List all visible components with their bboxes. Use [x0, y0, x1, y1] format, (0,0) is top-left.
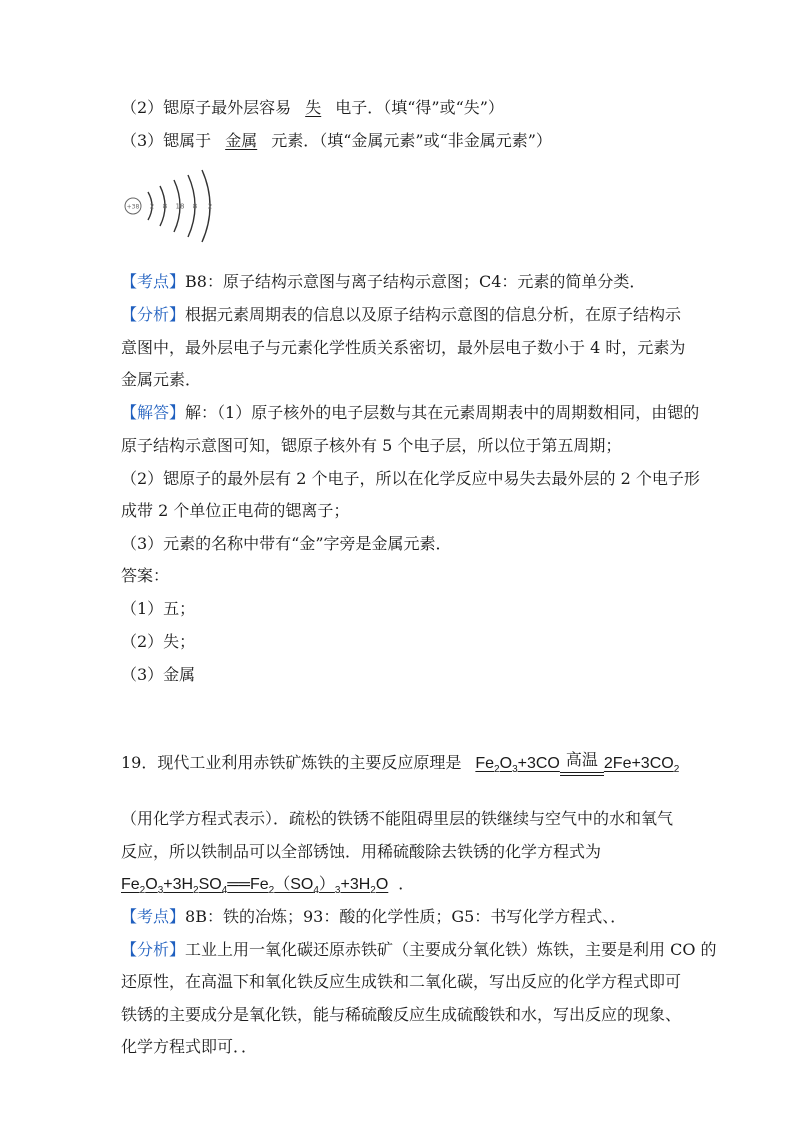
- shell-count-1: 2: [149, 202, 155, 211]
- q18-fenxi-1: [121, 305, 681, 325]
- q18-kaodian: [121, 272, 645, 292]
- shell-count-3: 18: [175, 202, 185, 211]
- q18-line-2-text: （2）锶原子最外层容易: [121, 98, 292, 117]
- kaodian-tag: 【考点】: [121, 272, 186, 291]
- q19-line-4: $Fe_2O_3+3H_2SO_4══Fe_2(SO_4)_3+3H_2O$ ．: [121, 874, 415, 897]
- q18-jieda-5: （3）元素的名称中带有“金”字旁是金属元素．: [121, 534, 452, 553]
- q18-blank-3: 金属: [225, 131, 258, 150]
- q19-line-3: 反应，所以铁制品可以全部锈蚀．用稀硫酸除去铁锈的化学方程式为: [121, 842, 602, 861]
- fenxi-tag: 【分析】: [121, 305, 186, 324]
- reaction-condition: 高温: [560, 754, 604, 774]
- q19-equation-2: $Fe_2O_3+3H_2SO_4══Fe_2(SO_4)_3+3H_2O$: [121, 876, 389, 897]
- q18-answer-label: 答案：: [121, 566, 170, 585]
- jieda-tag: 【解答】: [121, 403, 186, 422]
- fenxi-text-1: 根据元素周期表的信息以及原子结构示意图的信息分析，在原子结构示: [185, 305, 682, 324]
- q18-line-3-tail: 元素．（填“金属元素”或“非金属元素”）: [271, 131, 552, 150]
- shell-count-4: 8: [192, 202, 198, 211]
- q19-fenxi-3: 铁锈的主要成分是氧化铁，能与稀硫酸反应生成硫酸铁和水，写出反应的现象、: [121, 1005, 682, 1024]
- q19-line-1: [121, 753, 679, 780]
- q18-jieda-2: 原子结构示意图可知，锶原子核外有 5 个电子层，所以位于第五周期；: [121, 436, 622, 455]
- q18-line-3-text: （3）锶属于: [121, 131, 212, 150]
- q19-line-2: （用化学方程式表示）．疏松的铁锈不能阻碍里层的铁继续与空气中的水和氧气: [121, 809, 674, 828]
- q18-fenxi-2: 意图中，最外层电子与元素化学性质关系密切，最外层电子数小于 4 时，元素为: [121, 338, 686, 357]
- q18-blank-2: 失: [305, 98, 322, 117]
- q18-answer-3: （3）金属: [121, 665, 196, 684]
- kaodian-text: B8：原子结构示意图与离子结构示意图；C4：元素的简单分类．: [185, 272, 646, 291]
- q19-fenxi-4: 化学方程式即可．．: [121, 1037, 258, 1056]
- jieda-text-1: 解：（1）原子核外的电子层数与其在元素周期表中的周期数相同，由锶的: [185, 403, 700, 422]
- q19-kaodian: [121, 907, 626, 927]
- shell-count-2: 8: [162, 202, 168, 211]
- fenxi-tag: 【分析】: [121, 940, 186, 959]
- q18-line-2: [121, 98, 504, 118]
- q18-fenxi-3: 金属元素．: [121, 370, 202, 389]
- q19-fenxi-1: [121, 940, 717, 960]
- q18-line-2-tail: 电子．（填“得”或“失”）: [335, 98, 504, 117]
- q18-answer-1: （1）五；: [121, 599, 196, 618]
- q18-line-3: [121, 131, 552, 151]
- q18-jieda-3: （2）锶原子的最外层有 2 个电子，所以在化学反应中易失去最外层的 2 个电子形: [121, 469, 700, 488]
- q18-jieda-1: [121, 403, 699, 423]
- q19-equation-1: $Fe_2O_3+3CO$ 高温 $2Fe+3CO_2$: [475, 752, 680, 776]
- shell-count-5: 2: [207, 202, 213, 211]
- kaodian-text: 8B：铁的冶炼；93：酸的化学性质；G5：书写化学方程式、．: [185, 907, 627, 926]
- q19-fenxi-2: 还原性，在高温下和氧化铁反应生成铁和二氧化碳，写出反应的化学方程式即可: [121, 972, 682, 991]
- q19-question-text: 19．现代工业利用赤铁矿炼铁的主要反应原理是: [121, 753, 462, 772]
- q18-answer-2: （2）失；: [121, 632, 196, 651]
- fenxi-text-1: 工业上用一氧化碳还原赤铁矿（主要成分氧化铁）炼铁，主要是利用 CO 的: [185, 940, 717, 959]
- kaodian-tag: 【考点】: [121, 907, 186, 926]
- nucleus-label: +38: [126, 203, 140, 211]
- atom-structure-diagram: [122, 166, 222, 246]
- q18-jieda-4: 成带 2 个单位正电荷的锶离子；: [121, 501, 350, 520]
